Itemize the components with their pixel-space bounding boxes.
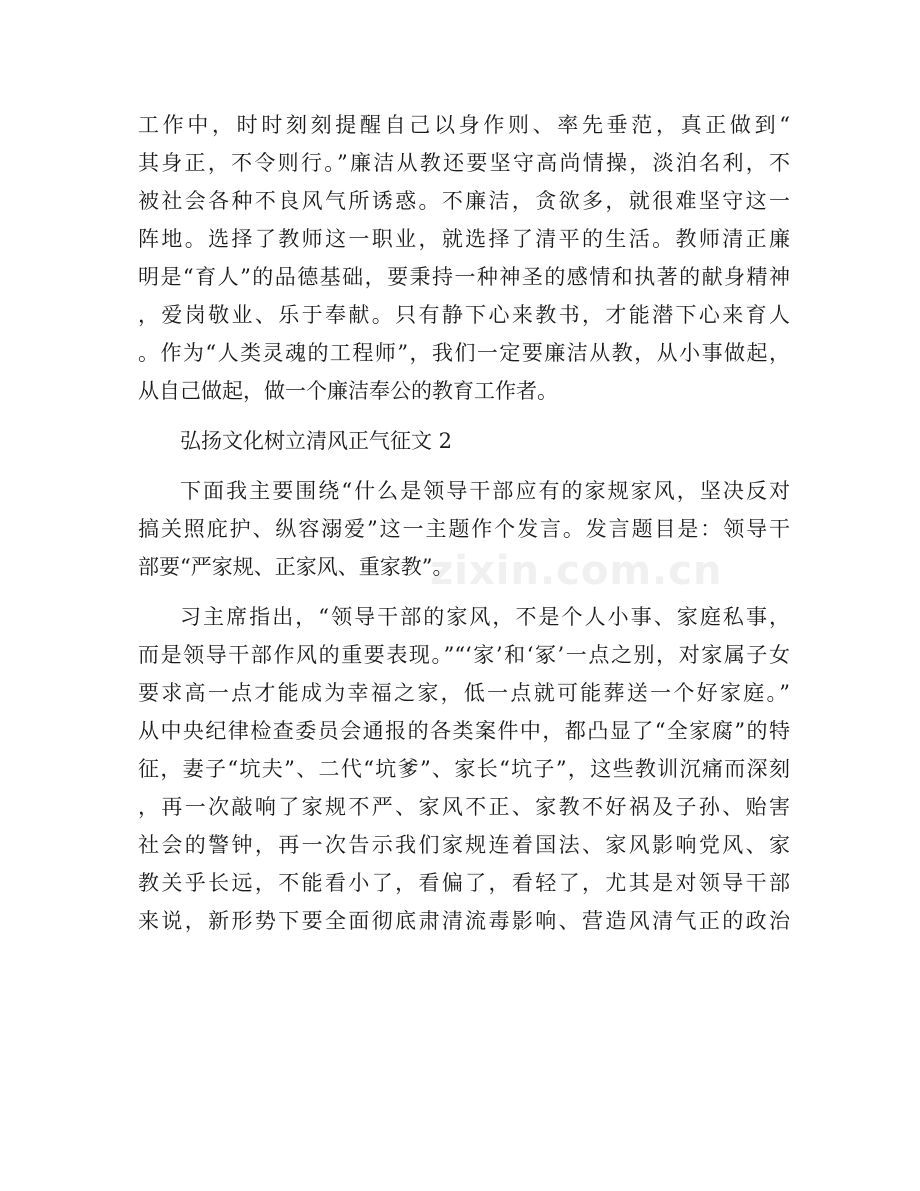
text-line: 而是领导干部作风的重要表现。”“‘家’和‘冢’一点之别，对家属子女 [138, 643, 790, 667]
text-line: 下面我主要围绕“什么是领导干部应有的家规家风，坚决反对 [180, 479, 790, 503]
text-line: 其身正，不令则行。”廉洁从教还要坚守高尚情操，淡泊名利，不 [138, 151, 790, 175]
text-line: 从自己做起，做一个廉洁奉公的教育工作者。 [138, 379, 558, 403]
text-line: 部要“严家规、正家风、重家教”。 [138, 555, 454, 579]
text-line: 习主席指出，“领导干部的家风，不是个人小事、家庭私事， [180, 605, 790, 629]
heading-text: 弘扬文化树立清风正气征文 2 [180, 429, 453, 453]
text-line: 明是“育人”的品德基础，要秉持一种神圣的感情和执著的献身精神 [138, 265, 790, 289]
document-body [138, 106, 790, 952]
section-heading [138, 422, 790, 460]
text-line: ，再一次敲响了家规不严、家风不正、家教不好祸及子孙、贻害 [138, 795, 790, 819]
text-line: 社会的警钟，再一次告示我们家规连着国法、家风影响党风、家 [138, 833, 790, 857]
text-line: 阵地。选择了教师这一职业，就选择了清平的生活。教师清正廉 [138, 227, 790, 251]
text-line: 教关乎长远，不能看小了，看偏了，看轻了，尤其是对领导干部 [138, 871, 790, 895]
text-line: 来说，新形势下要全面彻底肃清流毒影响、营造风清气正的政治 [138, 909, 790, 933]
text-line: 。作为“人类灵魂的工程师”，我们一定要廉洁从教，从小事做起， [138, 341, 790, 365]
paragraph-1 [138, 106, 790, 410]
paragraph-2 [138, 472, 790, 586]
watermark: zixin.com.cn [430, 548, 723, 594]
text-line: 要求高一点才能成为幸福之家，低一点就可能葬送一个好家庭。” [138, 681, 790, 705]
paragraph-3 [138, 598, 790, 940]
text-line: 征，妻子“坑夫”、二代“坑爹”、家长“坑子”，这些教训沉痛而深刻 [138, 757, 790, 781]
text-line: ，爱岗敬业、乐于奉献。只有静下心来教书，才能潜下心来育人 [138, 303, 790, 327]
text-line: 工作中，时时刻刻提醒自己以身作则、率先垂范，真正做到“ [138, 113, 790, 137]
text-line: 被社会各种不良风气所诱惑。不廉洁，贪欲多，就很难坚守这一 [138, 189, 790, 213]
text-line: 从中央纪律检查委员会通报的各类案件中，都凸显了“全家腐”的特 [138, 719, 790, 743]
text-line: 搞关照庇护、纵容溺爱”这一主题作个发言。发言题目是：领导干 [138, 517, 790, 541]
